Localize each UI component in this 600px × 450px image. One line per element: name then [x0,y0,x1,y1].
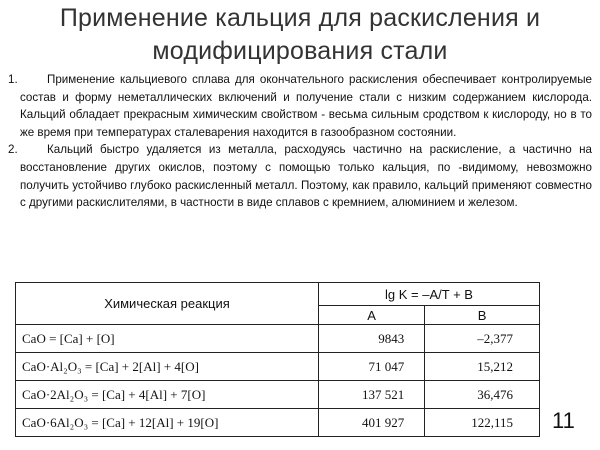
table-row [16,353,540,381]
table-row [16,381,540,409]
reaction-table [15,282,540,437]
table-row [16,325,540,353]
list-item-number: 1. [8,73,18,86]
reaction-cell: CaO = [Ca] + [O] [16,325,319,353]
header-equation: lg K = –A/T + B [319,283,540,306]
title-line-1: Применение кальция для раскисления и [59,4,541,32]
header-reaction: Химическая реакция [16,283,319,325]
a-cell: 9843 [319,325,425,353]
b-cell: 36,476 [425,381,540,409]
b-cell: 122,115 [425,409,540,437]
list-item [8,71,592,141]
reaction-cell: CaO·6Al₂O₃ = [Ca] + 12[Al] + 19[O] [16,409,319,437]
header-b: B [425,306,540,325]
numbered-list [8,71,592,212]
reaction-cell: CaO·Al₂O₃ = [Ca] + 2[Al] + 4[O] [16,353,319,381]
b-cell: 15,212 [425,353,540,381]
table-header-row [16,283,540,306]
table-row [16,409,540,437]
page-title [0,2,600,68]
list-item-text: Кальций быстро удаляется из металла, расходуясь частично на раскисление, а частично на восстановление других окислов, поэтому с помощью только кальция, по -видимому, невозможно получить устойчиво глубоко раскисленный металл. Поэтому, как правило, кальций применяют совместно с другими раскислителями, в частности в виде сплавов с кремнием, алюминием и железом. [20,143,592,210]
a-cell: 71 047 [319,353,425,381]
title-line-2: модифицирования стали [152,37,448,65]
list-item [8,141,592,211]
page-number: 11 [552,408,575,433]
header-a: A [319,306,425,325]
a-cell: 401 927 [319,409,425,437]
list-item-text: Применение кальциевого сплава для окончательного раскисления обеспечивает контролируемые состав и форму неметаллических включений и получение стали с низким содержанием кислорода. Кальций обладает прекрасным химическим свойством - весьма сильным сродством к кислороду, но в то же время при температурах сталеварения находится в газообразном состоянии. [20,73,592,139]
list-item-number: 2. [8,143,18,157]
b-cell: –2,377 [425,325,540,353]
reaction-cell: CaO·2Al₂O₃ = [Ca] + 4[Al] + 7[O] [16,381,319,409]
a-cell: 137 521 [319,381,425,409]
